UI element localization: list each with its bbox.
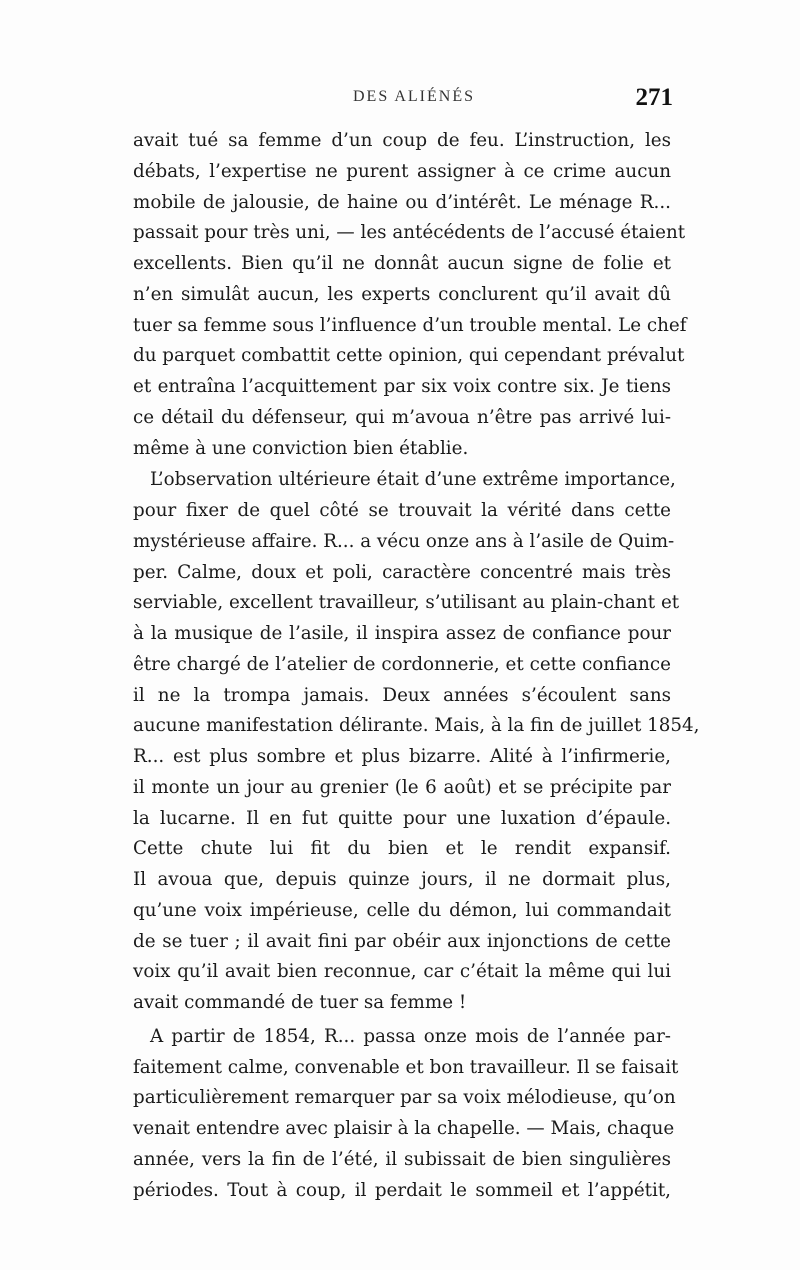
text-line: tuer sa femme sous l’influence d’un trouble mental. Le chef (133, 314, 687, 336)
paragraph-2 (133, 465, 700, 1019)
text-line: ce détail du défenseur, qui m’avoua n’être pas arrivé lui- (133, 406, 671, 428)
text-line: mobile de jalousie, de haine ou d’intérêt. Le ménage R... (133, 191, 671, 213)
paragraph-3 (133, 1022, 679, 1207)
text-line: être chargé de l’atelier de cordonnerie, et cette confiance (133, 653, 671, 675)
text-line: mystérieuse affaire. R... a vécu onze ans à l’asile de Quim- (133, 530, 675, 552)
text-line: même à une conviction bien établie. (133, 437, 469, 459)
text-line: Cette chute lui fit du bien et le rendit expansif. (133, 838, 671, 860)
text-line: et entraîna l’acquittement par six voix contre six. Je tiens (133, 376, 671, 397)
text-line: n’en simulât aucun, les experts conclurent qu’il avait dû (133, 283, 671, 305)
text-line: venait entendre avec plaisir à la chapelle. — Mais, chaque (133, 1118, 675, 1139)
running-head (133, 84, 673, 118)
text-line: la lucarne. Il en fut quitte pour une luxation d’épaule. (133, 807, 671, 829)
text-line: débats, l’expertise ne purent assigner à ce crime aucun (133, 160, 671, 182)
text-line: serviable, excellent travailleur, s’utilisant au plain-chant et (133, 592, 680, 614)
paragraph-1 (133, 126, 687, 464)
text-line: per. Calme, doux et poli, caractère concentré mais très (133, 561, 671, 583)
text-line: A partir de 1854, R... passa onze mois de l’année par- (150, 1025, 671, 1047)
page-number: 271 (635, 84, 673, 111)
text-line: passait pour très uni, — les antécédents de l’accusé étaient (133, 222, 686, 244)
text-line: du parquet combattit cette opinion, qui cependant prévalut (133, 345, 685, 367)
text-line: faitement calme, convenable et bon travailleur. Il se faisait (133, 1056, 679, 1078)
text-line: R... est plus sombre et plus bizarre. Alité à l’infirmerie, (133, 746, 671, 767)
text-line: qu’une voix impérieuse, celle du démon, lui commandait (133, 899, 671, 921)
text-line: de se tuer ; il avait fini par obéir aux injonctions de cette (133, 930, 671, 952)
text-line: L’observation ultérieure était d’une extrême importance, (150, 469, 676, 491)
text-line: pour fixer de quel côté se trouvait la vérité dans cette (133, 500, 671, 521)
text-line: voix qu’il avait bien reconnue, car c’était la même qui lui (133, 961, 671, 983)
text-line: il monte un jour au grenier (le 6 août) et se précipite par (133, 776, 671, 798)
text-line: avait tué sa femme d’un coup de feu. L’instruction, les (133, 130, 671, 151)
running-title: DES ALIÉNÉS (353, 88, 475, 105)
text-line: à la musique de l’asile, il inspira assez de confiance pour (133, 623, 671, 644)
text-line: avait commandé de tuer sa femme ! (133, 992, 467, 1013)
text-line: il ne la trompa jamais. Deux années s’écoulent sans (133, 684, 671, 706)
text-line: excellents. Bien qu’il ne donnât aucun signe de folie et (133, 253, 671, 274)
text-line: Il avoua que, depuis quinze jours, il ne dormait plus, (133, 869, 671, 890)
text-line: aucune manifestation délirante. Mais, à la fin de juillet 1854, (133, 715, 700, 737)
body-text (133, 126, 700, 1206)
text-line: périodes. Tout à coup, il perdait le sommeil et l’appétit, (133, 1179, 671, 1201)
text-line: année, vers la fin de l’été, il subissait de bien singulières (133, 1148, 671, 1170)
text-line: particulièrement remarquer par sa voix mélodieuse, qu’on (133, 1087, 676, 1109)
